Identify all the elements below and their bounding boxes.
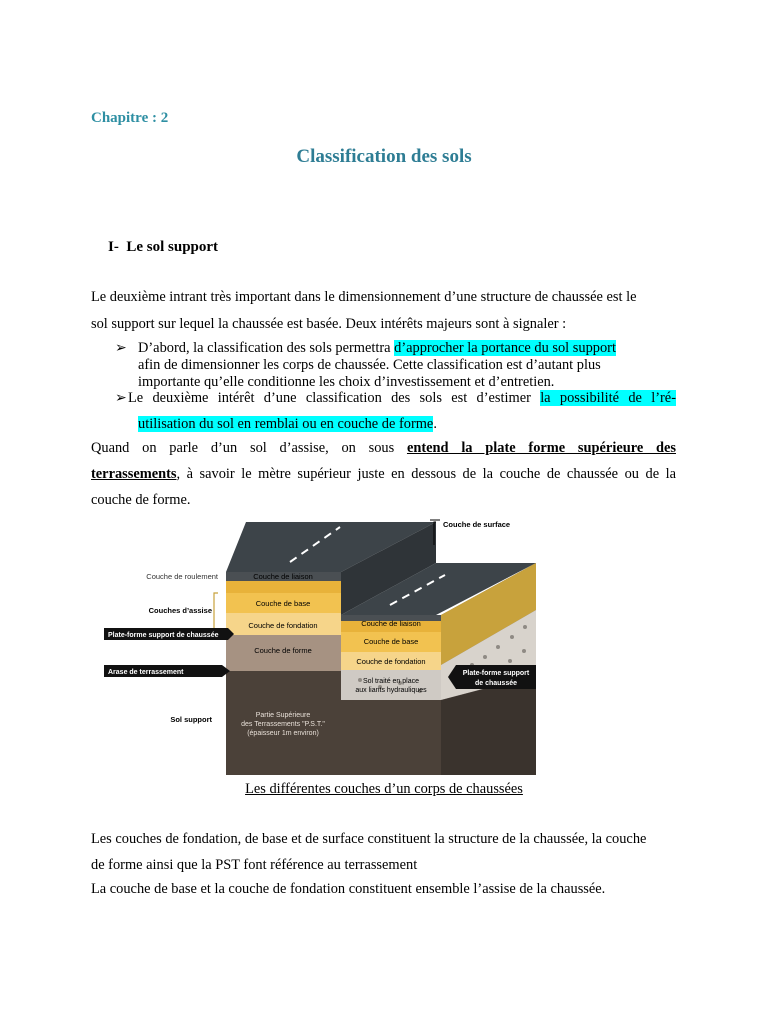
section-title: Le sol support — [126, 239, 219, 255]
closing-line-2: de forme ainsi que la PST font référence au terrassement — [91, 857, 418, 873]
label-surface: Couche de surface — [443, 520, 511, 529]
para2-bold-2: terrassements — [91, 466, 177, 482]
section-number: I- — [108, 239, 119, 255]
bullet-marker-1: ➢ — [115, 341, 127, 356]
label-liaison: Couche de liaison — [253, 572, 313, 581]
bullet-marker-2: ➢ — [115, 391, 127, 406]
label-pst-3: (épaisseur 1m environ) — [247, 730, 319, 737]
label-forme: Couche de forme — [254, 646, 312, 655]
label-traite-1: Sol traité en place — [362, 678, 420, 685]
label-pst-1: Partie Supérieure — [255, 712, 311, 719]
label-assise: Couches d’assise — [148, 606, 212, 615]
layer-liaison-left — [226, 581, 341, 593]
label-fondation-2: Couche de fondation — [356, 657, 426, 666]
intro-line-2: sol support sur lequel la chaussée est basée. Deux intérêts majeurs sont à signaler : — [91, 316, 567, 332]
figure-caption: Les différentes couches d’un corps de chaussées — [245, 781, 523, 797]
label-fondation: Couche de fondation — [248, 621, 318, 630]
label-base: Couche de base — [255, 599, 311, 608]
page-title: Classification des sols — [296, 146, 472, 167]
label-arase: Arase de terrassement — [108, 669, 184, 676]
label-pf-right-2: de chaussée — [474, 680, 518, 687]
bullet2-end: . — [433, 416, 437, 432]
para2-text-b: , à savoir le mètre supérieur juste en dessous de la couche de chaussée ou de la — [176, 466, 676, 482]
closing-line-1: Les couches de fondation, de base et de surface constituent la structure de la chaussée, la couche — [91, 831, 647, 847]
label-pst-2: des Terrassements "P.S.T." — [241, 721, 325, 728]
bullet1-highlight: d’approcher la portance du sol support — [394, 340, 616, 356]
bullet2-highlight-2: utilisation du sol en remblai ou en couche de forme — [138, 416, 434, 432]
para2-line-3: couche de forme. — [91, 492, 191, 508]
bullet2-line-2 — [138, 416, 723, 433]
label-roulement: Couche de roulement — [146, 572, 218, 581]
label-liaison-2: Couche de liaison — [361, 619, 421, 628]
bullet1-line-3: importante qu’elle conditionne les choix d’investissement et d’entretien. — [138, 374, 555, 390]
bullet2-text: Le deuxième intérêt d’une classification des sols est d’estimer — [128, 390, 541, 406]
bullet1-line-1 — [138, 340, 678, 357]
label-pf-support: Plate-forme support de chaussée — [108, 632, 219, 639]
intro-line-1: Le deuxième intrant très important dans le dimensionnement d’une structure de chaussée est le — [91, 289, 637, 305]
label-traite-2: aux liants hydrauliques — [355, 687, 427, 694]
bullet1-line-2: afin de dimensionner les corps de chaussée. Cette classification est d’autant plus — [138, 357, 601, 373]
closing-line-3: La couche de base et la couche de fondation constituent ensemble l’assise de la chaussée. — [91, 881, 606, 897]
section-heading — [108, 239, 218, 256]
para2-line-1 — [91, 440, 676, 457]
layer-traite — [341, 670, 441, 700]
label-base-2: Couche de base — [363, 637, 419, 646]
bullet2-line-1 — [128, 390, 676, 407]
chapter-label: Chapitre : 2 — [91, 110, 169, 126]
label-pf-right-1: Plate-forme support — [462, 670, 530, 677]
para2-line-2 — [91, 466, 676, 483]
para2-text: Quand on parle d’un sol d’assise, on sous — [91, 440, 407, 456]
bullet1-text: D’abord, la classification des sols permettra — [138, 340, 395, 356]
pavement-layers-figure — [100, 515, 540, 775]
bullet2-highlight-1: la possibilité de l’ré- — [540, 390, 676, 406]
label-sol-support: Sol support — [170, 715, 212, 724]
para2-bold-1: entend la plate forme supérieure des — [406, 440, 676, 456]
